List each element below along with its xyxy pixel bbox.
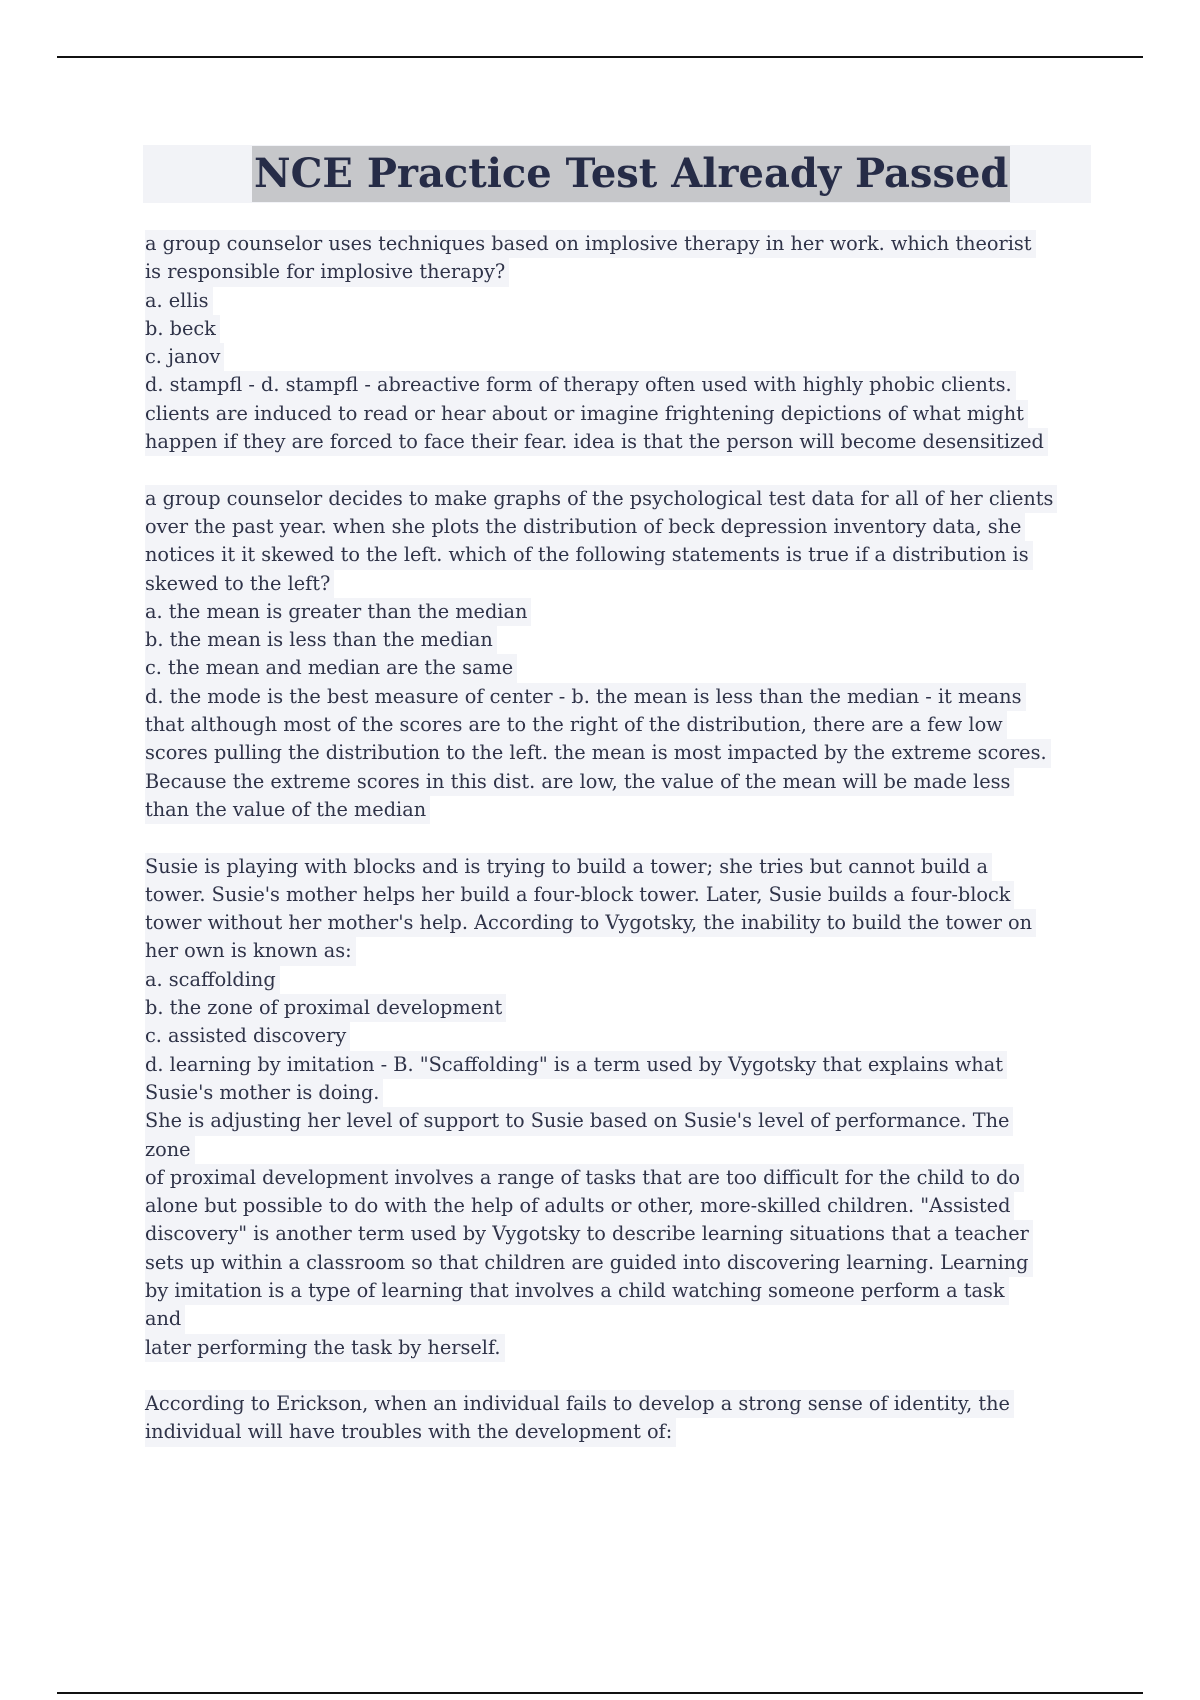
question-block (145, 485, 1090, 825)
text-line: skewed to the left? (145, 570, 334, 598)
text-line: Susie is playing with blocks and is trying to build a tower; she tries but cannot build a (145, 853, 992, 881)
question-block (145, 853, 1090, 1362)
text-line: c. janov (145, 343, 224, 371)
text-line: a. ellis (145, 287, 213, 315)
text-line: later performing the task by herself. (145, 1334, 505, 1362)
text-line: that although most of the scores are to the right of the distribution, there are a few low (145, 711, 1007, 739)
question-block (145, 1390, 1090, 1447)
text-line: tower. Susie's mother helps her build a four-block tower. Later, Susie builds a four-block (145, 881, 1014, 909)
text-line: b. beck (145, 315, 220, 343)
text-line: happen if they are forced to face their fear. idea is that the person will become desensitized (145, 428, 1048, 456)
text-line: zone (145, 1136, 195, 1164)
text-line: scores pulling the distribution to the left. the mean is most impacted by the extreme scores. (145, 739, 1051, 767)
text-line: is responsible for implosive therapy? (145, 258, 509, 286)
text-line: c. the mean and median are the same (145, 654, 517, 682)
text-line: over the past year. when she plots the distribution of beck depression inventory data, she (145, 513, 1025, 541)
text-line: notices it it skewed to the left. which of the following statements is true if a distribution is (145, 541, 1033, 569)
text-line: a. the mean is greater than the median (145, 598, 531, 626)
text-line: of proximal development involves a range of tasks that are too difficult for the child to do (145, 1164, 1024, 1192)
text-line: alone but possible to do with the help of adults or other, more-skilled children. "Assisted (145, 1192, 1014, 1220)
text-line: discovery" is another term used by Vygotsky to describe learning situations that a teacher (145, 1220, 1033, 1248)
document-body (145, 230, 1090, 1475)
text-line: d. the mode is the best measure of center - b. the mean is less than the median - it means (145, 683, 1026, 711)
text-line: a. scaffolding (145, 966, 280, 994)
text-line: her own is known as: (145, 937, 356, 965)
page-title: NCE Practice Test Already Passed (252, 146, 1010, 202)
text-line: sets up within a classroom so that children are guided into discovering learning. Learning (145, 1249, 1033, 1277)
text-line: and (145, 1305, 185, 1333)
top-rule (57, 56, 1143, 58)
text-line: She is adjusting her level of support to Susie based on Susie's level of performance. The (145, 1107, 1013, 1135)
text-line: b. the zone of proximal development (145, 994, 506, 1022)
text-line: Because the extreme scores in this dist. are low, the value of the mean will be made less (145, 768, 1014, 796)
text-line: than the value of the median (145, 796, 430, 824)
text-line: b. the mean is less than the median (145, 626, 497, 654)
text-line: Susie's mother is doing. (145, 1079, 383, 1107)
text-line: individual will have troubles with the development of: (145, 1418, 676, 1446)
text-line: tower without her mother's help. According to Vygotsky, the inability to build the tower on (145, 909, 1036, 937)
text-line: clients are induced to read or hear about or imagine frightening depictions of what might (145, 400, 1028, 428)
text-line: d. learning by imitation - B. "Scaffolding" is a term used by Vygotsky that explains what (145, 1051, 1007, 1079)
text-line: a group counselor uses techniques based on implosive therapy in her work. which theorist (145, 230, 1036, 258)
text-line: d. stampfl - d. stampfl - abreactive form of therapy often used with highly phobic clients. (145, 371, 1016, 399)
text-line: According to Erickson, when an individual fails to develop a strong sense of identity, the (145, 1390, 1014, 1418)
bottom-rule (57, 1692, 1143, 1694)
question-block (145, 230, 1090, 456)
text-line: c. assisted discovery (145, 1022, 350, 1050)
text-line: a group counselor decides to make graphs of the psychological test data for all of her clients (145, 485, 1057, 513)
text-line: by imitation is a type of learning that involves a child watching someone perform a task (145, 1277, 1009, 1305)
